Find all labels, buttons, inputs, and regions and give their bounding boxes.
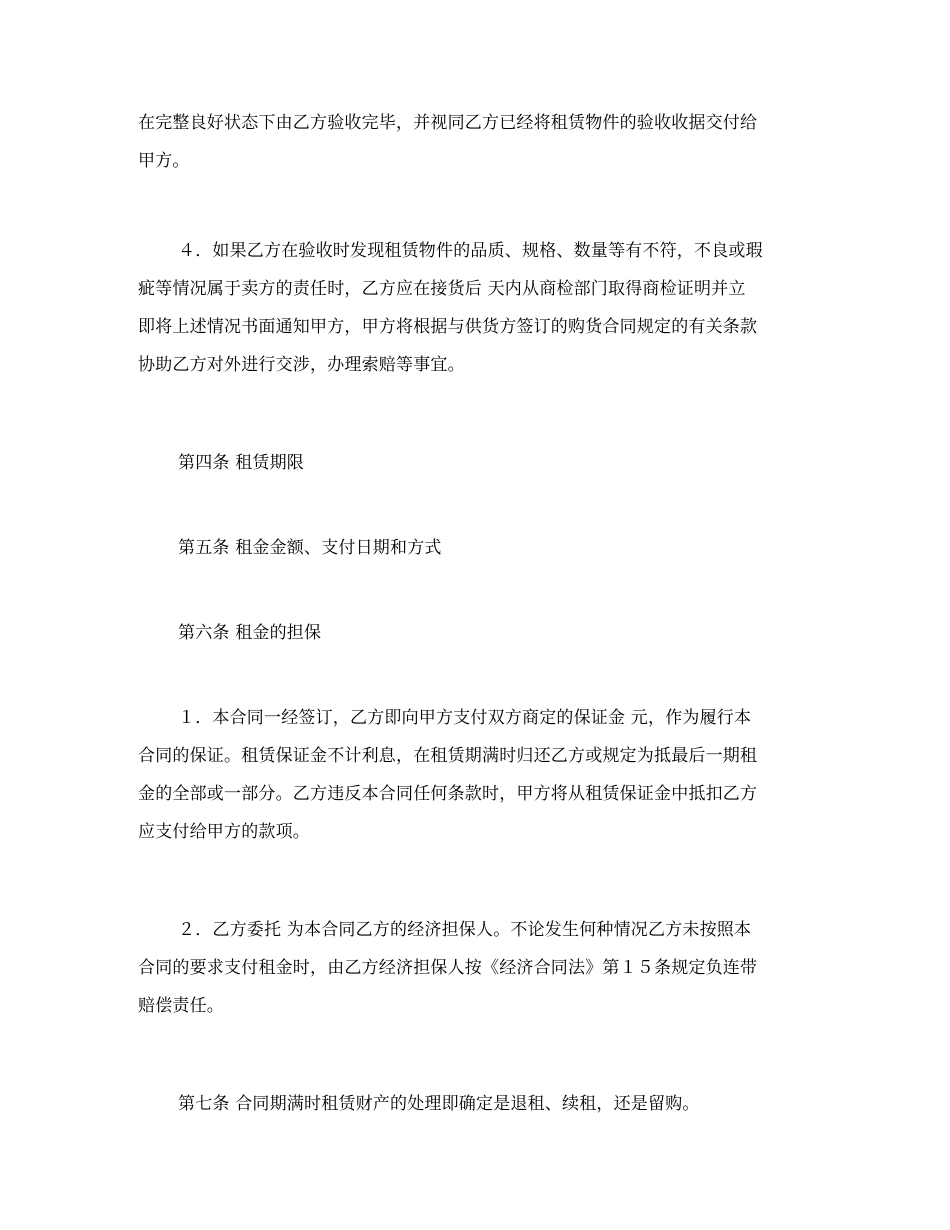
text-line: 合同的要求支付租金时，由乙方经济担保人按《经济合同法》第１５条规定负连带	[138, 958, 758, 978]
text-line: 第七条 合同期满时租赁财产的处理即确定是退租、续租，还是留购。	[178, 1094, 700, 1114]
text-line: 疵等情况属于卖方的责任时，乙方应在接货后 天内从商检部门取得商检证明并立	[138, 279, 746, 299]
text-line: 第六条 租金的担保	[178, 623, 322, 643]
text-line: 即将上述情况书面通知甲方，甲方将根据与供货方签订的购货合同规定的有关条款	[138, 317, 758, 337]
text-line: ２．乙方委托 为本合同乙方的经济担保人。不论发生何种情况乙方未按照本	[178, 920, 752, 940]
text-line: 甲方。	[138, 151, 190, 171]
text-line: 赔偿责任。	[138, 996, 224, 1016]
article-5-heading	[138, 529, 814, 567]
paragraph-acceptance-continued	[138, 104, 814, 180]
text-line: 合同的保证。租赁保证金不计利息，在租赁期满时归还乙方或规定为抵最后一期租	[138, 746, 758, 766]
text-line: 第五条 租金金额、支付日期和方式	[178, 538, 442, 558]
text-line: 金的全部或一部分。乙方违反本合同任何条款时，甲方将从租赁保证金中抵扣乙方	[138, 784, 758, 804]
text-line: 协助乙方对外进行交涉，办理索赔等事宜。	[138, 355, 465, 375]
text-line: 在完整良好状态下由乙方验收完毕，并视同乙方已经将租赁物件的验收收据交付给	[138, 113, 758, 133]
article-6-heading	[138, 614, 814, 652]
article-7-heading	[138, 1085, 814, 1123]
paragraph-guarantee-1	[138, 699, 814, 851]
text-line: ４．如果乙方在验收时发现租赁物件的品质、规格、数量等有不符，不良或瑕	[178, 241, 763, 261]
text-line: 应支付给甲方的款项。	[138, 822, 310, 842]
text-line: 第四条 租赁期限	[178, 453, 305, 473]
paragraph-clause-4	[138, 232, 814, 384]
paragraph-guarantee-2	[138, 911, 814, 1025]
text-line: １．本合同一经签订，乙方即向甲方支付双方商定的保证金 元，作为履行本	[178, 708, 752, 728]
article-4-heading	[138, 444, 814, 482]
